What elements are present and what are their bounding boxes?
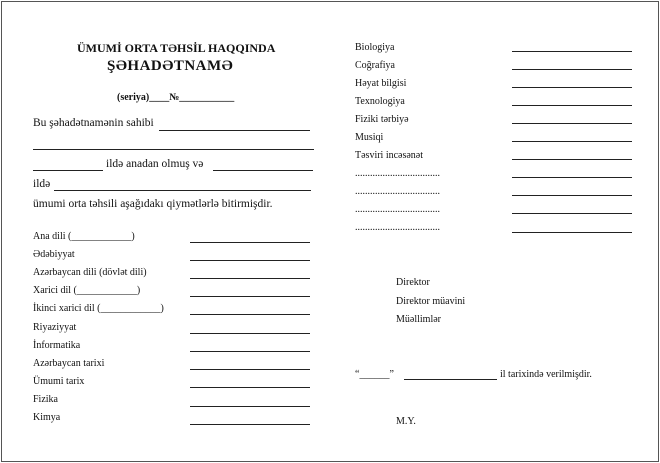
grade-line[interactable] bbox=[512, 105, 632, 106]
extra-subject-field[interactable]: .................................. bbox=[355, 222, 440, 233]
birth-label: ildə anadan olmuş və bbox=[106, 158, 204, 170]
subject-label: Azərbaycan dili (dövlət dili) bbox=[33, 267, 147, 278]
grade-line[interactable] bbox=[190, 260, 310, 261]
subject-label: Coğrafiya bbox=[355, 60, 395, 71]
grade-line[interactable] bbox=[512, 141, 632, 142]
grade-line[interactable] bbox=[190, 333, 310, 334]
grade-line[interactable] bbox=[512, 123, 632, 124]
subject-label: Ədəbiyyat bbox=[33, 249, 75, 260]
completion-text: ümumi orta təhsili aşağıdakı qiymətlərlə bitirmişdir. bbox=[33, 198, 273, 210]
grade-line[interactable] bbox=[190, 406, 310, 407]
grade-line[interactable] bbox=[190, 296, 310, 297]
owner-label: Bu şəhadətnamənin sahibi bbox=[33, 117, 154, 129]
birth-place-line[interactable] bbox=[213, 170, 313, 171]
subject-label: Riyaziyyat bbox=[33, 322, 77, 333]
grade-line[interactable] bbox=[512, 159, 632, 160]
seal-placeholder: M.Y. bbox=[396, 416, 416, 427]
subject-label: Fiziki tərbiyə bbox=[355, 114, 409, 125]
grade-line[interactable] bbox=[512, 51, 632, 52]
owner-name-line-2[interactable] bbox=[33, 149, 314, 150]
subject-label: Biologiya bbox=[355, 42, 395, 53]
year-label: ildə bbox=[33, 178, 51, 190]
grade-line[interactable] bbox=[512, 177, 632, 178]
subject-label: Ana dili (____________) bbox=[33, 231, 135, 242]
subject-label: Fizika bbox=[33, 394, 58, 405]
grade-line[interactable] bbox=[512, 232, 632, 233]
grade-line[interactable] bbox=[512, 69, 632, 70]
subject-label: Azərbaycan tarixi bbox=[33, 358, 105, 369]
subject-label: Xarici dil (____________) bbox=[33, 285, 141, 296]
grade-line[interactable] bbox=[190, 278, 310, 279]
birth-day-line[interactable] bbox=[33, 170, 103, 171]
teachers-label: Müəllimlər bbox=[396, 314, 441, 325]
director-label: Direktor bbox=[396, 277, 430, 288]
subject-label: Həyat bilgisi bbox=[355, 78, 407, 89]
grade-line[interactable] bbox=[190, 387, 310, 388]
certificate-title: ŞƏHADƏTNAMƏ bbox=[107, 58, 234, 74]
subject-label: Təsviri incəsənət bbox=[355, 150, 424, 161]
subject-label: İnformatika bbox=[33, 340, 81, 351]
year-line[interactable] bbox=[54, 190, 311, 191]
deputy-director-label: Direktor müavini bbox=[396, 296, 466, 307]
grade-line[interactable] bbox=[190, 424, 310, 425]
issue-date-line[interactable] bbox=[404, 379, 497, 380]
subject-label: Texnologiya bbox=[355, 96, 405, 107]
grade-line[interactable] bbox=[512, 213, 632, 214]
certificate-heading: ÜMUMİ ORTA TƏHSİL HAQQINDA bbox=[77, 41, 276, 55]
grade-line[interactable] bbox=[190, 314, 310, 315]
subject-label: İkinci xarici dil (____________) bbox=[33, 303, 164, 314]
serial-number-field[interactable]: (seriya)____№___________ bbox=[117, 92, 235, 103]
owner-name-line[interactable] bbox=[159, 130, 310, 131]
extra-subject-field[interactable]: .................................. bbox=[355, 168, 440, 179]
grade-line[interactable] bbox=[512, 195, 632, 196]
subject-label: Ümumi tarix bbox=[33, 376, 85, 387]
subject-label: Musiqi bbox=[355, 132, 384, 143]
grade-line[interactable] bbox=[190, 351, 310, 352]
subject-label: Kimya bbox=[33, 412, 61, 423]
grade-line[interactable] bbox=[190, 242, 310, 243]
issue-date-label: il tarixində verilmişdir. bbox=[500, 369, 592, 380]
extra-subject-field[interactable]: .................................. bbox=[355, 186, 440, 197]
grade-line[interactable] bbox=[512, 87, 632, 88]
extra-subject-field[interactable]: .................................. bbox=[355, 204, 440, 215]
grade-line[interactable] bbox=[190, 369, 310, 370]
issue-day-field[interactable]: “______” bbox=[355, 369, 394, 380]
